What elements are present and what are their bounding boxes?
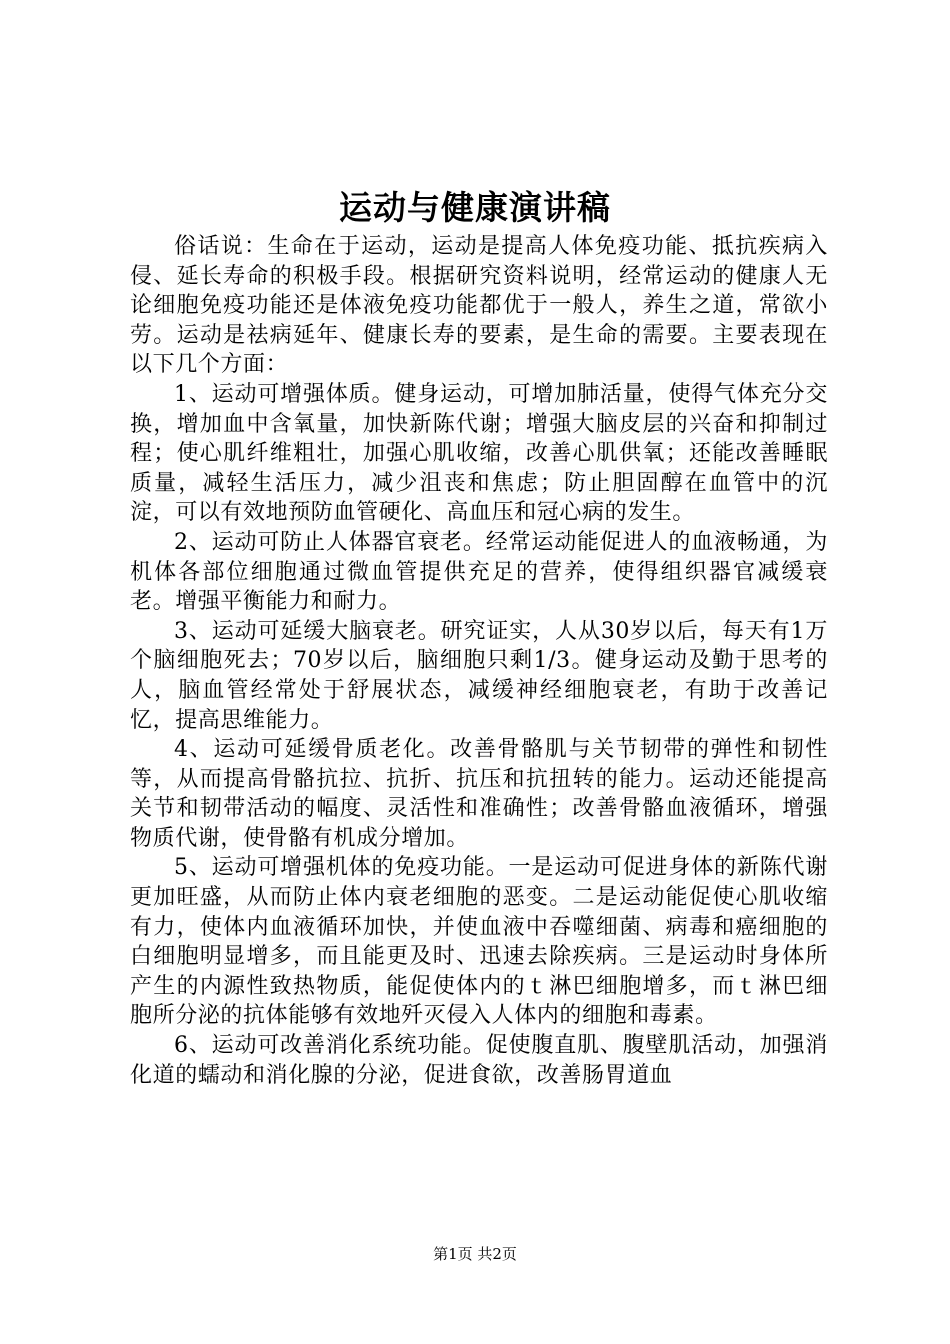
- paragraph-point-1: 1、运动可增强体质。健身运动，可增加肺活量，使得气体充分交换，增加血中含氧量，加快新陈代谢；增强大脑皮层的兴奋和抑制过程；使心肌纤维粗壮，加强心肌收缩，改善心肌供氧；还能改善睡眠质量，减轻生活压力，减少沮丧和焦虑；防止胆固醇在血管中的沉淀，可以有效地预防血管硬化、高血压和冠心病的发生。: [130, 381, 828, 526]
- paragraph-intro: 俗话说：生命在于运动，运动是提高人体免疫功能、抵抗疾病入侵、延长寿命的积极手段。根据研究资料说明，经常运动的健康人无论细胞免疫功能还是体液免疫功能都优于一般人，养生之道，常欲小劳。运动是祛病延年、健康长寿的要素，是生命的需要。主要表现在以下几个方面：: [130, 234, 828, 378]
- document-body: [130, 232, 828, 1090]
- paragraph-point-3: 3、运动可延缓大脑衰老。研究证实，人从30岁以后，每天有1万个脑细胞死去；70岁以后，脑细胞只剩1/3。健身运动及勤于思考的人，脑血管经常处于舒展状态，减缓神经细胞衰老，有助于改善记忆，提高思维能力。: [130, 618, 828, 733]
- paragraph-point-4: 4、运动可延缓骨质老化。改善骨骼肌与关节韧带的弹性和韧性等，从而提高骨骼抗拉、抗折、抗压和抗扭转的能力。运动还能提高关节和韧带活动的幅度、灵活性和准确性；改善骨骼血液循环，增强物质代谢，使骨骼有机成分增加。: [130, 737, 828, 851]
- paragraph-point-6: 6、运动可改善消化系统功能。促使腹直肌、腹壁肌活动，加强消化道的蠕动和消化腺的分泌，促进食欲，改善肠胃道血: [130, 1033, 828, 1088]
- paragraph-point-5: 5、运动可增强机体的免疫功能。一是运动可促进身体的新陈代谢更加旺盛，从而防止体内衰老细胞的恶变。二是运动能促使心肌收缩有力，使体内血液循环加快，并使血液中吞噬细菌、病毒和癌细胞的白细胞明显增多，而且能更及时、迅速去除疾病。三是运动时身体所产生的内源性致热物质，能促使体内的ｔ淋巴细胞增多，而ｔ淋巴细胞所分泌的抗体能够有效地歼灭侵入人体内的细胞和毒素。: [130, 855, 828, 1029]
- document-title: 运动与健康演讲稿: [339, 188, 611, 227]
- page-number-footer: 第1页 共2页: [433, 1245, 517, 1263]
- paragraph-point-2: 2、运动可防止人体器官衰老。经常运动能促进人的血液畅通，为机体各部位细胞通过微血管提供充足的营养，使得组织器官减缓衰老。增强平衡能力和耐力。: [130, 529, 828, 615]
